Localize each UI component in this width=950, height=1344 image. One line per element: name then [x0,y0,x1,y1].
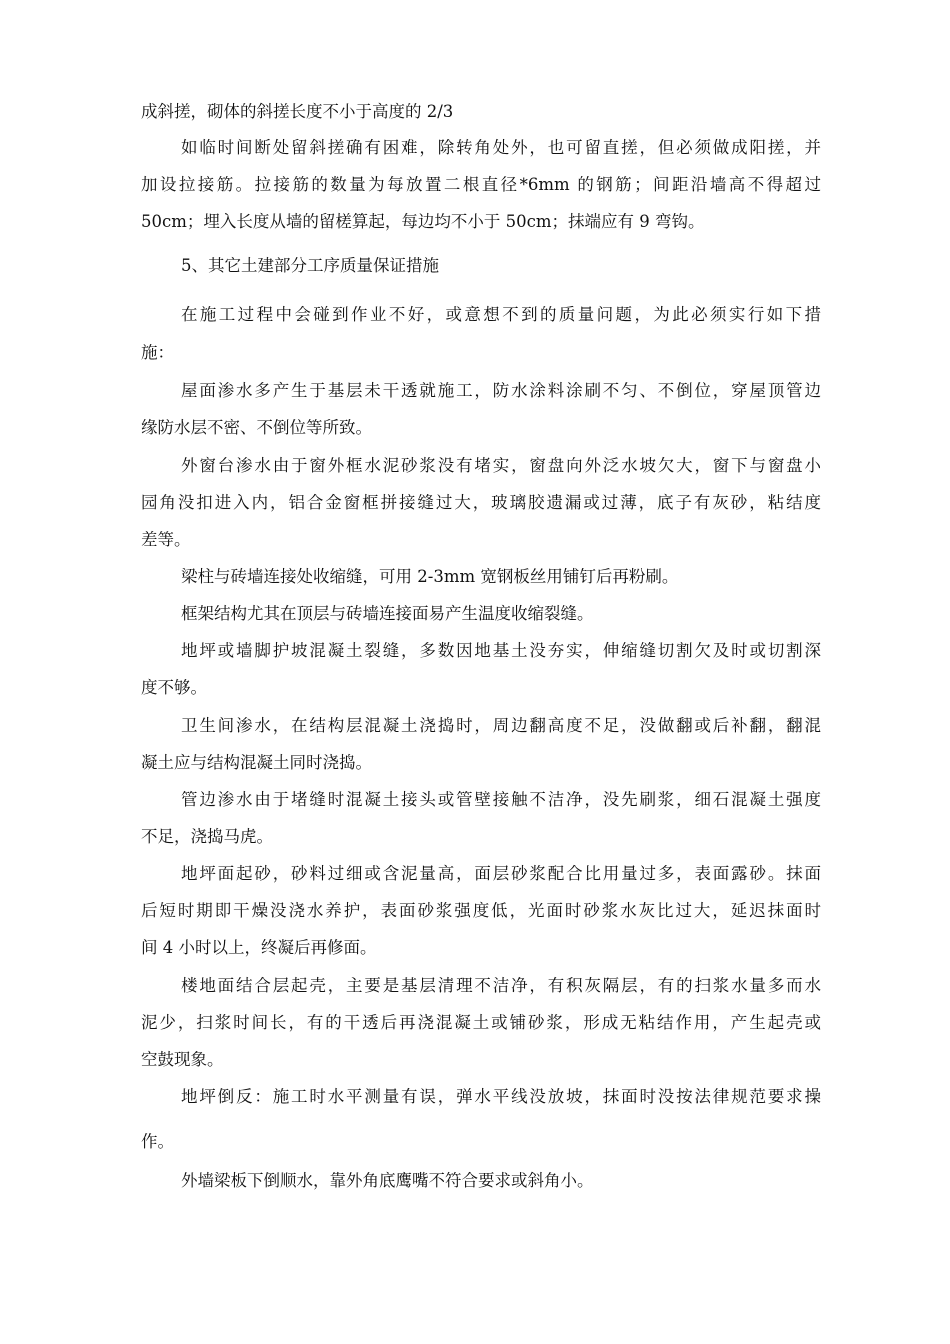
text-line: 如临时间断处留斜搓确有困难，除转角处外，也可留直搓，但必须做成阳搓，并 [181,138,821,157]
text-line: 施： [141,343,174,362]
text-line: 在施工过程中会碰到作业不好，或意想不到的质量问题，为此必须实行如下措 [181,305,821,324]
text-line: 空鼓现象。 [141,1050,224,1069]
text-line: 度不够。 [141,678,207,697]
text-line: 管边渗水由于堵缝时混凝土接头或管壁接触不洁净，没先刷浆，细石混凝土强度 [181,790,821,809]
text-line: 园角没扣进入内，铝合金窗框拼接缝过大，玻璃胶遗漏或过薄，底子有灰砂，粘结度 [141,493,821,512]
text-line: 地坪面起砂，砂料过细或含泥量高，面层砂浆配合比用量过多，表面露砂。抹面 [181,864,821,883]
section-heading: 5、其它土建部分工序质量保证措施 [181,256,439,275]
text-line: 地坪倒反：施工时水平测量有误，弹水平线没放坡，抹面时没按法律规范要求操 [181,1087,821,1106]
text-line: 缘防水层不密、不倒位等所致。 [141,418,372,437]
text-line: 地坪或墙脚护坡混凝土裂缝，多数因地基土没夯实，伸缩缝切割欠及时或切割深 [181,641,821,660]
text-line: 外窗台渗水由于窗外框水泥砂浆没有堵实，窗盘向外泛水坡欠大，窗下与窗盘小 [181,456,821,475]
text-line: 楼地面结合层起壳，主要是基层清理不洁净，有积灰隔层，有的扫浆水量多而水 [181,976,821,995]
text-line: 后短时期即干燥没浇水养护，表面砂浆强度低，光面时砂浆水灰比过大，延迟抹面时 [141,901,821,920]
text-line: 凝土应与结构混凝土同时浇捣。 [141,753,372,772]
text-line: 屋面渗水多产生于基层未干透就施工，防水涂料涂刷不匀、不倒位，穿屋顶管边 [181,381,821,400]
text-line: 框架结构尤其在顶层与砖墙连接面易产生温度收缩裂缝。 [181,604,594,623]
text-line: 50cm；埋入长度从墙的留槎算起，每边均不小于 50cm；抹端应有 9 弯钩。 [141,212,705,231]
text-line: 卫生间渗水，在结构层混凝土浇捣时，周边翻高度不足，没做翻或后补翻，翻混 [181,716,821,735]
text-line: 泥少，扫浆时间长，有的干透后再浇混凝土或铺砂浆，形成无粘结作用，产生起壳或 [141,1013,821,1032]
text-line: 差等。 [141,530,191,549]
text-line: 作。 [141,1132,174,1151]
text-line: 梁柱与砖墙连接处收缩缝，可用 2-3mm 宽钢板丝用铺钉后再粉刷。 [181,567,679,586]
text-line: 不足，浇捣马虎。 [141,827,273,846]
text-line: 间 4 小时以上，终凝后再修面。 [141,938,377,957]
text-line: 加设拉接筋。拉接筋的数量为每放置二根直径*6mm 的钢筋；间距沿墙高不得超过 [141,175,821,194]
text-line: 外墙梁板下倒顺水，靠外角底鹰嘴不符合要求或斜角小。 [181,1171,594,1190]
text-line: 成斜搓，砌体的斜搓长度不小于高度的 2/3 [141,102,454,121]
